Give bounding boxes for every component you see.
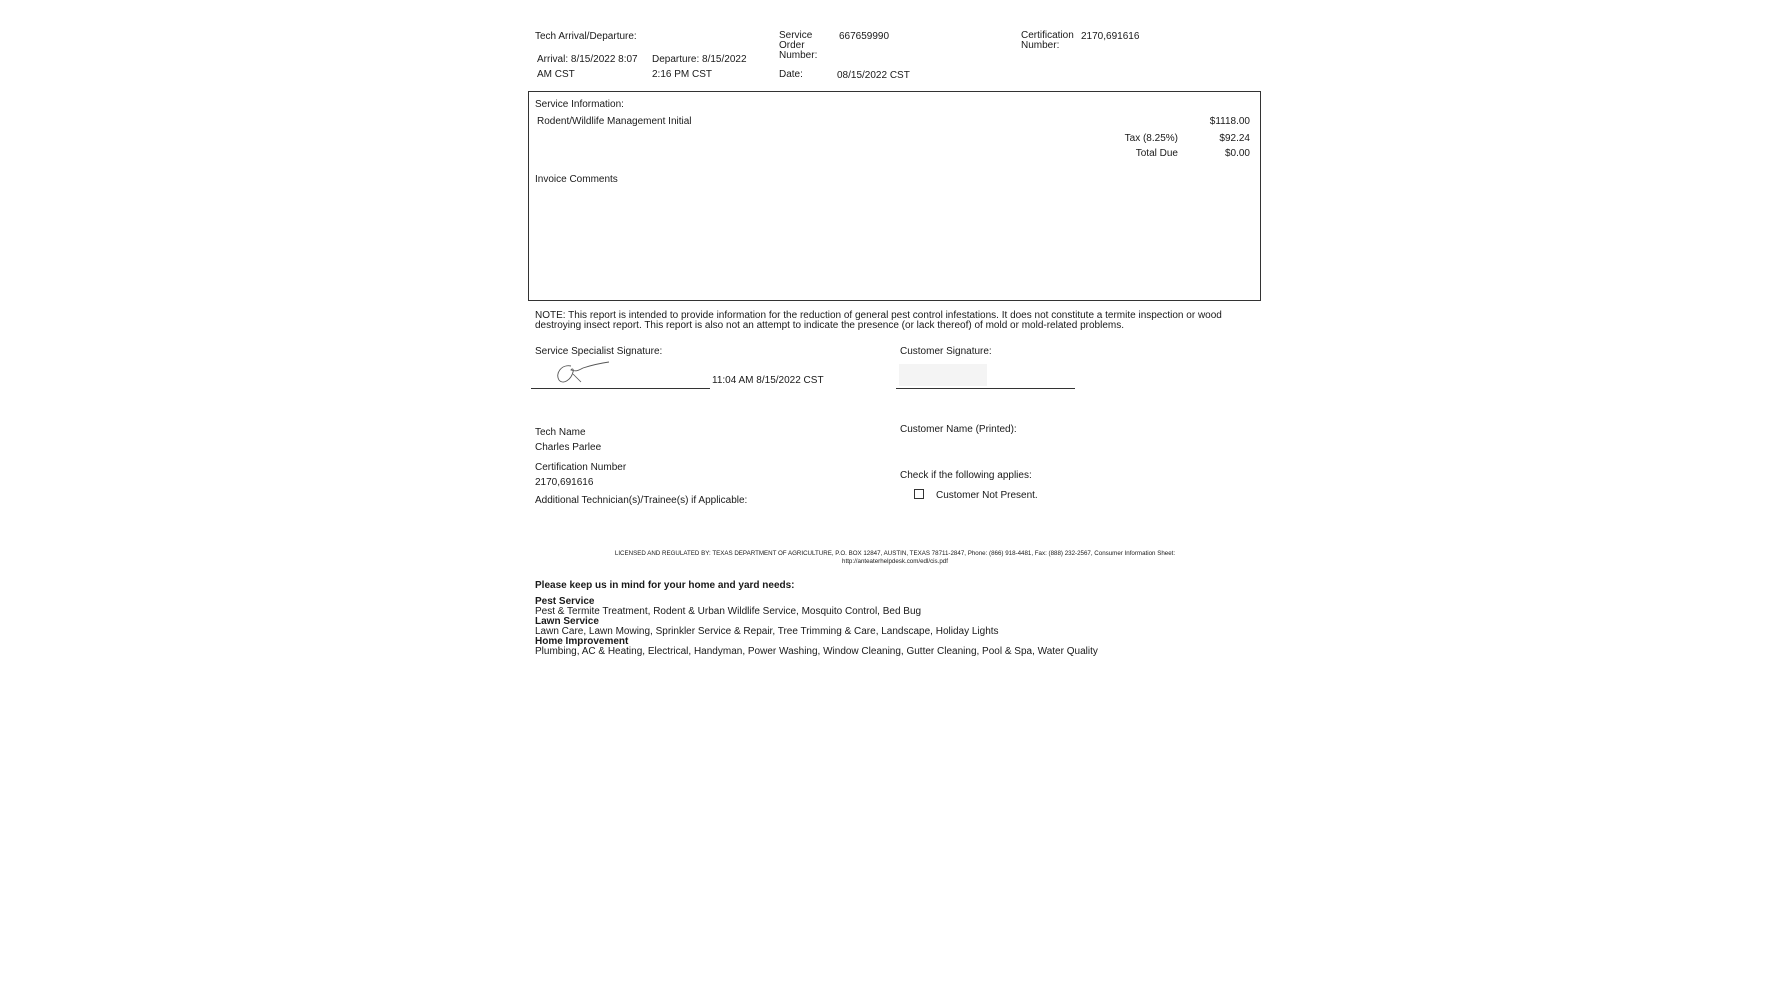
license-line-1: LICENSED AND REGULATED BY: TEXAS DEPARTMENT OF AGRICULTURE, P.O. BOX 12847, AUSTIN, TEXAS 78711-2847, Phone: (866) 918-4481, Fax: (888) 232-2567, Consumer Information Sheet: <box>614 550 1176 557</box>
customer-not-present-label: Customer Not Present. <box>936 490 1038 501</box>
date-value: 08/15/2022 CST <box>837 70 910 81</box>
additional-technicians-label: Additional Technician(s)/Trainee(s) if Applicable: <box>535 495 748 506</box>
customer-not-present-checkbox[interactable] <box>914 489 924 499</box>
arrival-departure-label: Tech Arrival/Departure: <box>535 31 637 42</box>
service-item-name: Rodent/Wildlife Management Initial <box>537 116 692 127</box>
tax-value: $92.24 <box>1219 133 1250 144</box>
license-statement <box>540 550 1250 566</box>
arrival-line-1: Arrival: 8/15/2022 8:07 <box>537 54 638 65</box>
arrival-line-2: AM CST <box>537 69 575 80</box>
departure-line-2: 2:16 PM CST <box>652 69 713 80</box>
home-improvement-items: Plumbing, AC & Heating, Electrical, Handyman, Power Washing, Window Cleaning, Gutter Cleaning, Pool & Spa, Water Quality <box>535 646 1098 657</box>
certification-label-2: Number: <box>1021 40 1060 51</box>
lawn-service-items: Lawn Care, Lawn Mowing, Sprinkler Service & Repair, Tree Trimming & Care, Landscape, Holiday Lights <box>535 626 999 637</box>
customer-signature-line <box>896 388 1075 389</box>
services-list <box>535 597 1098 657</box>
total-due-label: Total Due <box>1135 148 1178 159</box>
lawn-service-heading: Lawn Service <box>535 616 599 627</box>
home-improvement-heading: Home Improvement <box>535 636 629 647</box>
pest-service-heading: Pest Service <box>535 596 595 607</box>
pest-service-items: Pest & Termite Treatment, Rodent & Urban Wildlife Service, Mosquito Control, Bed Bug <box>535 606 922 617</box>
service-information-label: Service Information: <box>535 99 624 110</box>
customer-signature-pad <box>899 364 987 386</box>
tax-label: Tax (8.25%) <box>1124 133 1178 144</box>
check-applies-label: Check if the following applies: <box>900 470 1032 481</box>
certification-label <box>1021 31 1074 51</box>
certification-number: 2170,691616 <box>1081 31 1140 42</box>
specialist-signature-line <box>531 388 710 389</box>
service-order-label-3: Number: <box>779 50 818 61</box>
tech-name-label: Tech Name <box>535 427 586 438</box>
departure-line-1: Departure: 8/15/2022 <box>652 54 747 65</box>
date-label: Date: <box>779 69 803 80</box>
total-due-value: $0.00 <box>1224 148 1250 159</box>
specialist-signature-timestamp: 11:04 AM 8/15/2022 CST <box>712 375 824 386</box>
specialist-signature-image <box>553 360 613 386</box>
service-order-label <box>779 31 817 61</box>
invoice-comments-label: Invoice Comments <box>535 174 618 185</box>
customer-name-label: Customer Name (Printed): <box>900 424 1017 435</box>
tech-name-value: Charles Parlee <box>535 442 602 453</box>
keep-in-mind-heading: Please keep us in mind for your home and yard needs: <box>535 580 795 591</box>
certification-label-1: Certification <box>1021 30 1074 41</box>
customer-signature-label: Customer Signature: <box>900 346 992 357</box>
tech-certification-label: Certification Number <box>535 462 627 473</box>
disclaimer-note: NOTE: This report is intended to provide information for the reduction of general pest control infestations. It does not constitute a termite inspection or wood destroying insect report. This report is also not an attempt to indicate the presence (or lack thereof) of mold or mold-related problems. <box>535 310 1222 331</box>
service-order-label-2: Order <box>779 40 805 51</box>
service-specialist-signature-label: Service Specialist Signature: <box>535 346 663 357</box>
service-item-price: $1118.00 <box>1209 116 1250 127</box>
service-order-label-1: Service <box>779 30 813 41</box>
tech-certification-value: 2170,691616 <box>535 477 594 488</box>
service-order-number: 667659990 <box>839 31 890 42</box>
license-line-2: http://anteaterhelpdesk.com/edl/cis.pdf <box>842 558 948 565</box>
